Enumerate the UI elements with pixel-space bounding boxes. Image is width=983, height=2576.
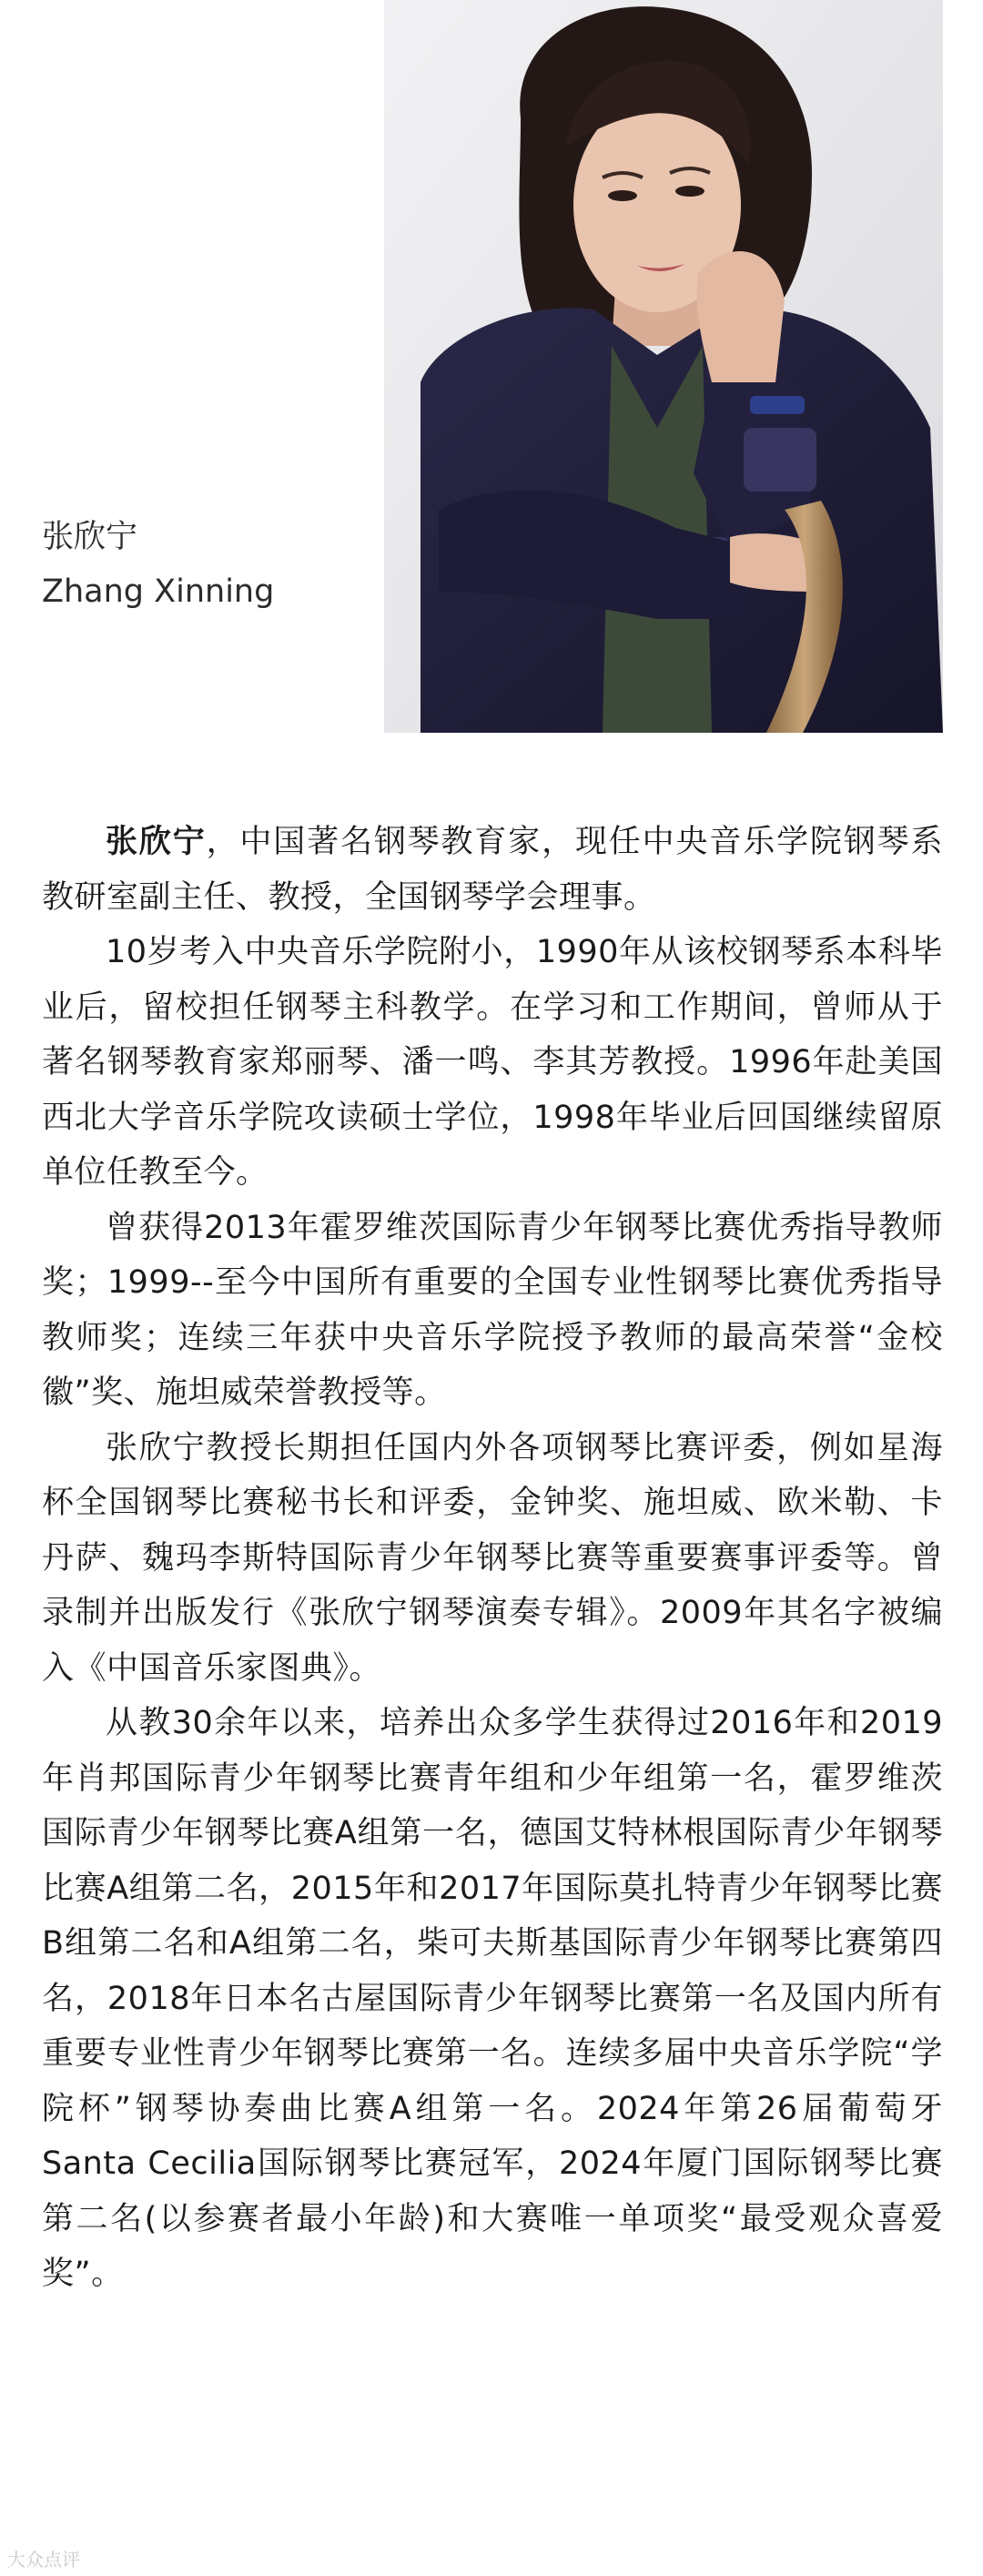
watermark: 大众点评	[7, 2549, 80, 2571]
portrait-illustration	[384, 0, 943, 733]
name-block	[42, 510, 274, 619]
profile-header	[0, 0, 983, 733]
name-chinese: 张欣宁	[42, 519, 138, 555]
name-english: Zhang Xinning	[42, 573, 275, 610]
biography	[42, 815, 943, 2302]
bio-lead-name: 张欣宁	[106, 824, 207, 860]
bio-paragraph-3: 曾获得2013年霍罗维茨国际青少年钢琴比赛优秀指导教师奖；1999--至今中国所有重要的全国专业性钢琴比赛优秀指导教师奖；连续三年获中央音乐学院授予教师的最高荣誉“金校徽”奖、施坦威荣誉教授等。	[42, 1209, 943, 1411]
bio-paragraph-4: 张欣宁教授长期担任国内外各项钢琴比赛评委，例如星海杯全国钢琴比赛秘书长和评委，金钟奖、施坦威、欧米勒、卡丹萨、魏玛李斯特国际青少年钢琴比赛等重要赛事评委等。曾录制并出版发行《张欣宁钢琴演奏专辑》。2009年其名字被编入《中国音乐家图典》。	[42, 1429, 943, 1687]
bio-paragraph-2: 10岁考入中央音乐学院附小，1990年从该校钢琴系本科毕业后，留校担任钢琴主科教学。在学习和工作期间，曾师从于著名钢琴教育家郑丽琴、潘一鸣、李其芳教授。1996年赴美国西北大学音乐学院攻读硕士学位，1998年毕业后回国继续留原单位任教至今。	[42, 934, 943, 1191]
bio-paragraph-1-text: ，中国著名钢琴教育家，现任中央音乐学院钢琴系教研室副主任、教授，全国钢琴学会理事。	[42, 824, 943, 916]
portrait-photo	[384, 0, 943, 733]
bio-paragraph-1	[42, 815, 943, 925]
bio-paragraph-5: 从教30余年以来，培养出众多学生获得过2016年和2019年肖邦国际青少年钢琴比赛青年组和少年组第一名，霍罗维茨国际青少年钢琴比赛A组第一名，德国艾特林根国际青少年钢琴比赛A组第二名，2015年和2017年国际莫扎特青少年钢琴比赛B组第二名和A组第二名，柴可夫斯基国际青少年钢琴比赛第四名，2018年日本名古屋国际青少年钢琴比赛第一名及国内所有重要专业性青少年钢琴比赛第一名。连续多届中央音乐学院“学院杯”钢琴协奏曲比赛A组第一名。2024年第26届葡萄牙Santa Cecilia国际钢琴比赛冠军，2024年厦门国际钢琴比赛第二名(以参赛者最小年龄)和大赛唯一单项奖“最受观众喜爱奖”。	[42, 1705, 943, 2292]
